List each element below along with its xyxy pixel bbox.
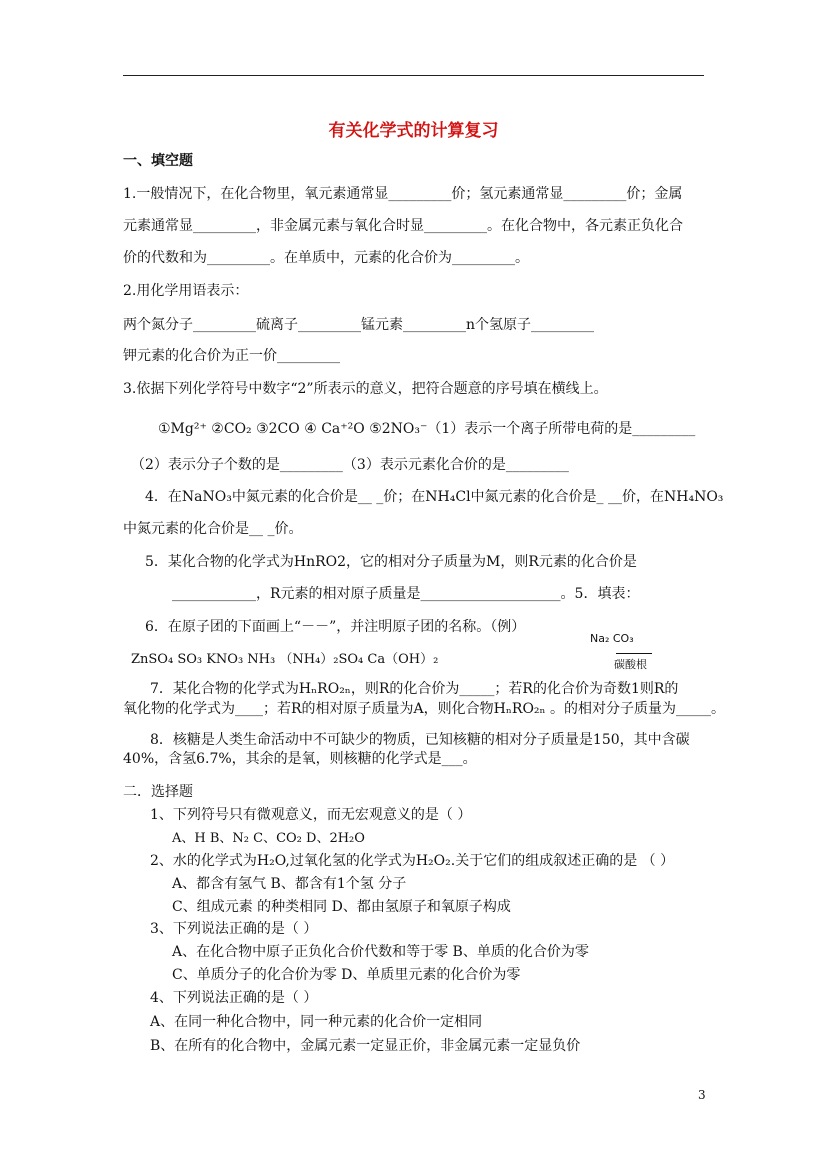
q1-line-3: 价的代数和为_________。在单质中，元素的化合价为_________。 — [123, 250, 529, 266]
q2-line-3: 钾元素的化合价为正一价_________ — [123, 348, 340, 364]
q6-line: 6．在原子团的下面画上“－－”，并注明原子团的名称。（例） — [145, 619, 526, 635]
q8-line-1: 8．核糖是人类生命活动中不可缺少的物质，已知核糖的相对分子质量是150，其中含碳 — [150, 732, 690, 748]
radical-example-name: 碳酸根 — [614, 658, 647, 671]
mc-q3-options-cd: C、单质分子的化合价为零 D、单质里元素的化合价为零 — [172, 967, 521, 983]
mc-q1-options: A、H B、N₂ C、CO₂ D、2H₂O — [172, 831, 365, 846]
mc-q1: 1、下列符号只有微观意义，而无宏观意义的是（ ） — [150, 807, 472, 823]
q8-line-2: 40%，含氢6.7%，其余的是氧，则核糖的化学式是___。 — [123, 751, 477, 767]
q6-formulas: ZnSO₄ SO₃ KNO₃ NH₃ （NH₄）₂SO₄ Ca（OH）₂ — [131, 652, 439, 667]
q3-line-2: （2）表示分子个数的是_________（3）表示元素化合价的是_________ — [131, 457, 569, 473]
mc-q2: 2、水的化学式为H₂O,过氧化氢的化学式为H₂O₂.关于它们的组成叙述正确的是 （ ） — [150, 853, 675, 869]
section-heading-fill-in: 一、填空题 — [123, 153, 193, 169]
mc-q3: 3、下列说法正确的是（ ） — [150, 921, 318, 937]
mc-q4-option-a: A、在同一种化合物中，同一种元素的化合价一定相同 — [150, 1014, 483, 1030]
q5-line-1: 5．某化合物的化学式为HnRO2，它的相对分子质量为M，则R元素的化合价是 — [145, 554, 637, 570]
q2-line-2: 两个氮分子_________硫离子_________锰元素_________n个氢原子_________ — [123, 317, 595, 333]
section-heading-choice: 二．选择题 — [123, 784, 193, 800]
q7-line-2: 氧化物的化学式为____；若R的相对原子质量为A，则化合物HₙRO₂ₙ 。的相对分子质量为_____。 — [123, 701, 726, 717]
q1-line-2: 元素通常显_________，非金属元素与氧化合时显_________。在化合物中，各元素正负化合 — [123, 218, 683, 234]
mc-q4-option-b: B、在所有的化合物中，金属元素一定显正价，非金属元素一定显负价 — [150, 1038, 581, 1054]
q5-line-2: ____________，R元素的相对原子质量是____________________。5．填表： — [172, 586, 640, 602]
document-title: 有关化学式的计算复习 — [328, 121, 499, 141]
header-rule — [123, 75, 704, 76]
mc-q4: 4、下列说法正确的是（ ） — [150, 990, 318, 1006]
q7-line-1: 7．某化合物的化学式为HₙRO₂ₙ，则R的化合价为_____；若R的化合价为奇数1则R的 — [150, 681, 679, 697]
q4-line-2: 中氮元素的化合价是__ _价。 — [123, 521, 303, 537]
page-number: 3 — [698, 1088, 706, 1102]
q4-line-1: 4．在NaNO₃中氮元素的化合价是__ _价；在NH₄Cl中氮元素的化合价是_ __价，在NH₄NO₃ — [145, 489, 724, 505]
radical-example-formula: Na₂ CO₃ — [590, 632, 634, 645]
radical-underline — [616, 653, 652, 654]
q1-line-1: 1.一般情况下，在化合物里，氧元素通常显_________价；氢元素通常显_________价；金属 — [123, 186, 683, 202]
mc-q2-options-cd: C、组成元素 的种类相同 D、都由氢原子和氧原子构成 — [172, 899, 511, 915]
mc-q3-options-ab: A、在化合物中原子正负化合价代数和等于零 B、单质的化合价为零 — [172, 944, 589, 960]
q3-line-1: ①Mg²⁺ ②CO₂ ③2CO ④ Ca⁺²O ⑤2NO₃⁻（1）表示一个离子所带电荷的是_________ — [158, 421, 696, 437]
q3-intro: 3.依据下列化学符号中数字“2”所表示的意义，把符合题意的序号填在横线上。 — [123, 381, 608, 397]
q2-line-1: 2.用化学用语表示： — [123, 283, 249, 299]
mc-q2-options-ab: A、都含有氢气 B、都含有1个氢 分子 — [172, 876, 407, 892]
